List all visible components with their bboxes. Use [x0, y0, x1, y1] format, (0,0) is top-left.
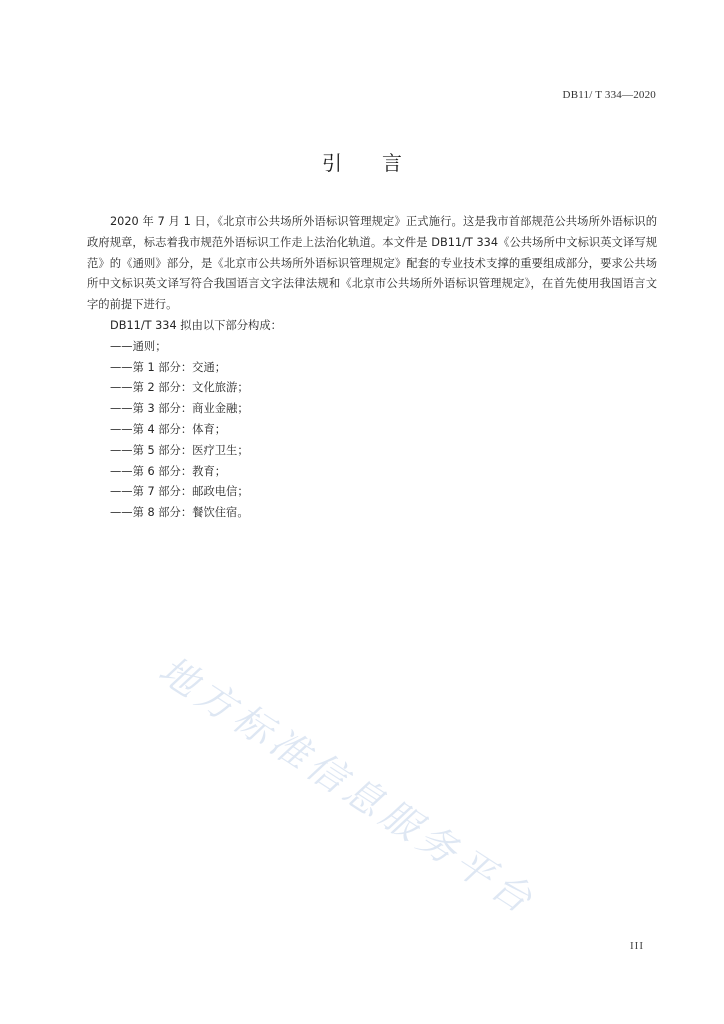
list-item: ——第 8 部分：餐饮住宿。: [110, 506, 249, 520]
standard-code: DB11/ T 334—2020: [562, 89, 656, 101]
list-item: ——第 7 部分：邮政电信；: [110, 485, 249, 499]
list-item: ——第 1 部分：交通；: [110, 360, 227, 374]
list-item: ——第 2 部分：文化旅游；: [110, 381, 249, 395]
intro-paragraph: 2020 年 7 月 1 日，《北京市公共场所外语标识管理规定》正式施行。这是我市首部规范公共场所外语标识的政府规章，标志着我市规范外语标识工作走上法治化轨道。本文件是 DB11/T 334《公共场所中文标识英文译写规范》的《通则》部分，是《北京市公共场所外语标识管理规定》配套的专业技术支撑的重要组成部分，要求公共场所中文标识英文译写符合我国语言文字法律法规和《北京市公共场所外语标识管理规定》，在首先使用我国语言文字的前提下进行。: [87, 215, 657, 312]
parts-list: [87, 337, 657, 524]
parts-lead-text: DB11/T 334 拟由以下部分构成：: [110, 318, 282, 332]
page-title: 引言: [322, 151, 442, 175]
document-body: [87, 212, 657, 524]
list-item: ——第 5 部分：医疗卫生；: [110, 443, 249, 457]
list-item: ——第 3 部分：商业金融；: [110, 402, 249, 416]
watermark-text: 地方标准信息服务平台: [151, 647, 545, 925]
list-item: ——第 6 部分：教育；: [110, 464, 227, 478]
page-number: III: [630, 940, 644, 952]
list-item: ——通则；: [110, 339, 167, 353]
list-item: ——第 4 部分：体育；: [110, 422, 227, 436]
